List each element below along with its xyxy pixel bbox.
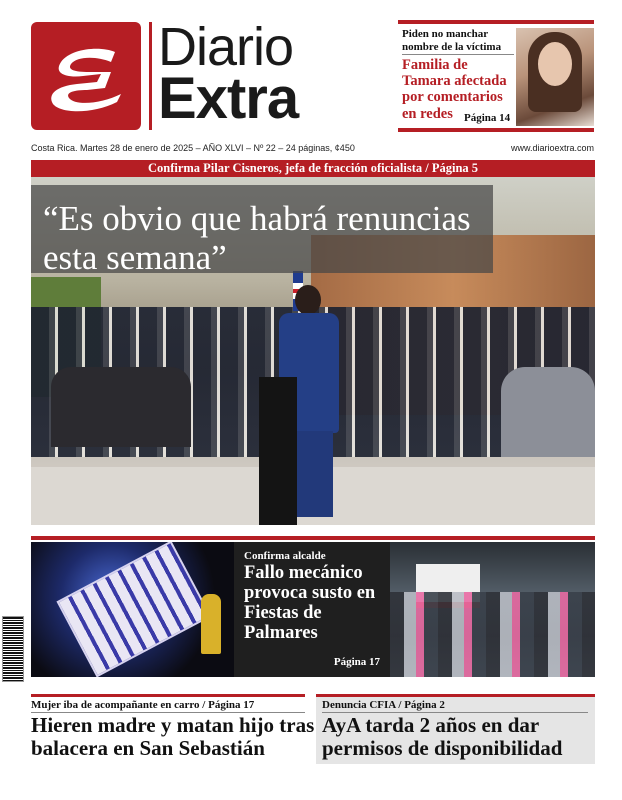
second-story-textbox[interactable] [234, 542, 390, 677]
photo-podium [259, 377, 297, 525]
bottom-right-story[interactable] [316, 694, 595, 764]
main-story-photo[interactable] [31, 177, 595, 525]
logo-e-icon [31, 22, 141, 130]
second-story-crowd-photo[interactable] [390, 542, 595, 677]
website-link[interactable]: www.diarioextra.com [510, 143, 594, 153]
masthead-title-diario: Diario [158, 17, 294, 77]
fair-ride [56, 542, 211, 677]
bottom-right-kicker: Denuncia CFIA / Página 2 [322, 699, 445, 711]
bottom-left-kicker: Mujer iba de acompañante en carro / Página 17 [31, 699, 255, 711]
teaser-headline[interactable]: Familia de Tamara afectada por comentarios en redes [402, 57, 507, 122]
portrait-face [538, 42, 572, 86]
main-headline-box [31, 185, 493, 278]
second-story-rule [31, 536, 595, 540]
masthead-divider [149, 22, 152, 130]
photo-onlookers [390, 592, 595, 677]
bottom-right-headline[interactable]: AyA tarda 2 años en dar permisos de disponibilidad [322, 713, 563, 760]
teaser-top-rule [398, 20, 594, 24]
speaker-head [295, 285, 321, 315]
masthead-title [158, 17, 299, 131]
bottom-left-rule [31, 694, 305, 697]
second-story-kicker: Confirma alcalde [244, 550, 326, 562]
teaser-story[interactable] [398, 20, 594, 132]
main-headline[interactable]: “Es obvio que habrá renuncias esta semana” [43, 199, 471, 278]
bottom-left-headline[interactable]: Hieren madre y matan hijo tras balacera en San Sebastián [31, 713, 315, 760]
second-story-page-ref: Página 17 [333, 656, 380, 668]
teaser-bottom-rule [398, 128, 594, 132]
teaser-kicker-rule [402, 54, 514, 55]
dateline: Costa Rica. Martes 28 de enero de 2025 – AÑO XLVI – Nº 22 – 24 páginas, ¢450 [31, 143, 355, 153]
teaser-kicker: Piden no manchar nombre de la víctima [402, 28, 502, 53]
second-story-headline[interactable]: Fallo mecánico provoca susto en Fiestas de Palmares [244, 563, 376, 643]
bottom-right-rule [316, 694, 595, 697]
main-story-kicker: Confirma Pilar Cisneros, jefa de fracción oficialista / Página 5 [31, 160, 595, 177]
logo[interactable] [31, 22, 141, 130]
photo-seated-group-left [51, 367, 191, 447]
second-story-ride-photo[interactable] [31, 542, 234, 677]
teaser-portrait-photo [516, 28, 594, 126]
barcode-icon [2, 616, 24, 682]
photo-seated-group-right [501, 367, 595, 457]
rescue-worker [201, 594, 221, 654]
teaser-page-ref: Página 14 [464, 112, 511, 124]
masthead-title-extra: Extra [158, 66, 299, 131]
